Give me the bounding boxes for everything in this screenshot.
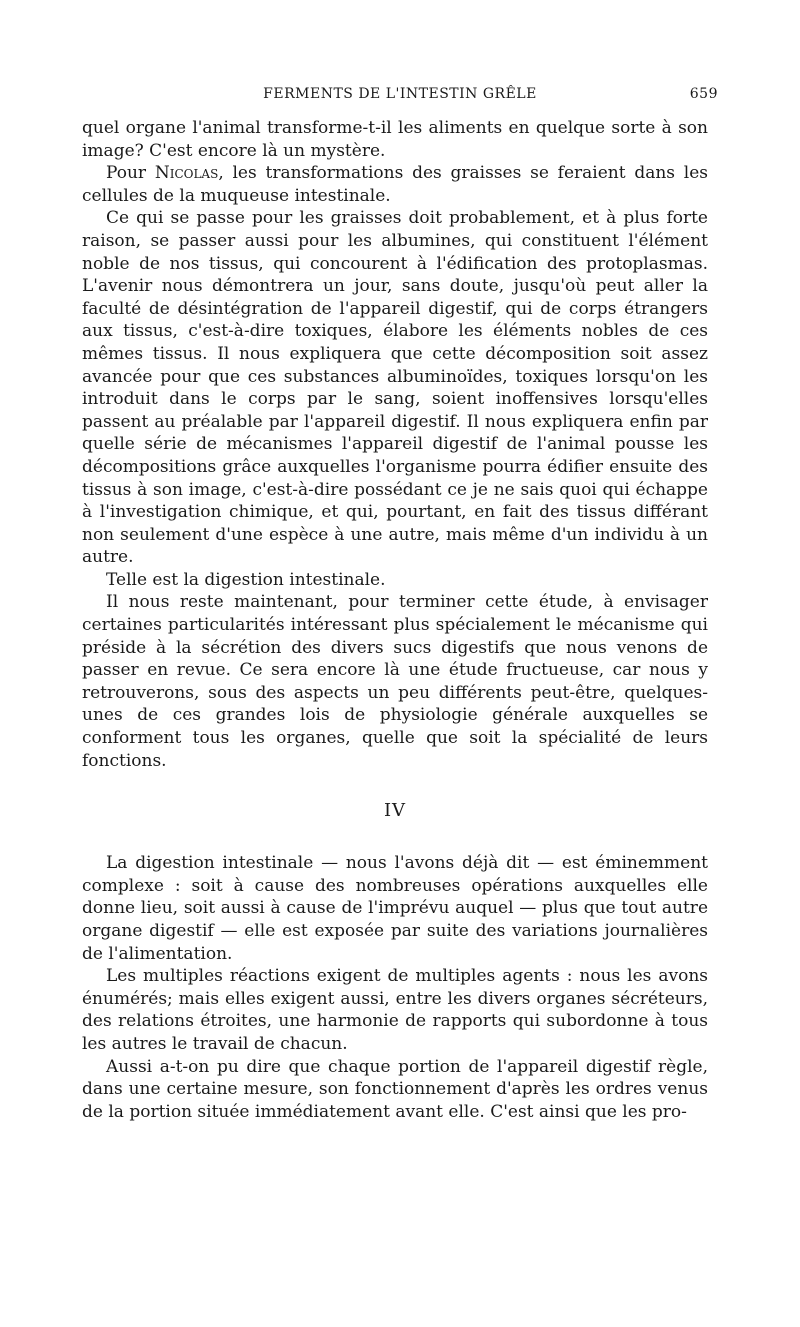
- author-name: Nicolas: [154, 163, 219, 184]
- page-number: 659: [689, 86, 718, 102]
- running-title: FERMENTS DE L'INTESTIN GRÊLE: [263, 86, 537, 102]
- running-header: [82, 86, 718, 106]
- paragraph-digestion-summary: Telle est la digestion intestinale.: [106, 569, 386, 590]
- paragraph-lead: Pour: [106, 163, 155, 184]
- paragraph-particularites: Il nous reste maintenant, pour terminer cette étude, à envisager certaines particularités intéressant plus spécialement le mécanisme qui préside à la sécrétion des divers sucs digestifs que nous venons de passer en revue. Ce sera encore là une étude fructueuse, car nous y retrouverons, sous des aspects un peu différents peut-être, quelques-unes de ces grandes lois de physiologie générale auxquelles se conforment tous les organes, quelle que soit la spécialité de leurs fonctions.: [82, 592, 708, 771]
- section-heading: IV: [383, 800, 407, 822]
- body-text: [82, 117, 708, 1123]
- paragraph-nicolas: [82, 162, 708, 207]
- paragraph-portion: Aussi a-t-on pu dire que chaque portion de l'appareil digestif règle, dans une certaine mesure, son fonctionnement d'après les ordres venus de la portion située immédiatement avant elle. C'est ainsi que les pro-: [82, 1056, 708, 1122]
- paragraph-albumines: Ce qui se passe pour les graisses doit probablement, et à plus forte raison, se passer aussi pour les albumines, qui constituent l'élément noble de nos tissus, qui concourent à l'édification des protoplasmas. L'avenir nous démontrera un jour, sans doute, jusqu'où peut aller la faculté de désintégration de l'appareil digestif, qui de corps étrangers aux tissus, c'est-à-dire toxiques, élabore les éléments nobles de ces mêmes tissus. Il nous expliquera que cette décomposition soit assez avancée pour que ces substances albuminoïdes, toxiques lorsqu'on les introduit dans le corps par le sang, soient inoffensives lorsqu'elles passent au préalable par l'appareil digestif. Il nous expliquera enfin par quelle série de mécanismes l'appareil digestif de l'animal pousse les décompositions grâce auxquelles l'organisme pourra édifier ensuite des tissus à son image, c'est-à-dire possédant ce je ne sais quoi qui échappe à l'investigation chimique, et qui, pourtant, en fait des tissus différant non seulement d'une espèce à une autre, mais même d'un individu à un autre.: [82, 208, 708, 568]
- paragraph-complexe: La digestion intestinale — nous l'avons déjà dit — est éminemment complexe : soit à cause des nombreuses opérations auxquelles elle donne lieu, soit aussi à cause de l'imprévu auquel — plus que tout autre organe digestif — elle est exposée par suite des variations journalières de l'alimentation.: [82, 853, 708, 964]
- paragraph-reactions: Les multiples réactions exigent de multiples agents : nous les avons énumérés; mais elles exigent aussi, entre les divers organes sécréteurs, des relations étroites, une harmonie de rapports qui subordonne à tous les autres le travail de chacun.: [82, 966, 708, 1054]
- paragraph-continuation: quel organe l'animal transforme-t-il les aliments en quelque sorte à son image? C'est encore là un mystère.: [82, 118, 708, 161]
- paragraph-rest: , les transformations des graisses se feraient dans les cellules de la muqueuse intestinale.: [82, 163, 708, 206]
